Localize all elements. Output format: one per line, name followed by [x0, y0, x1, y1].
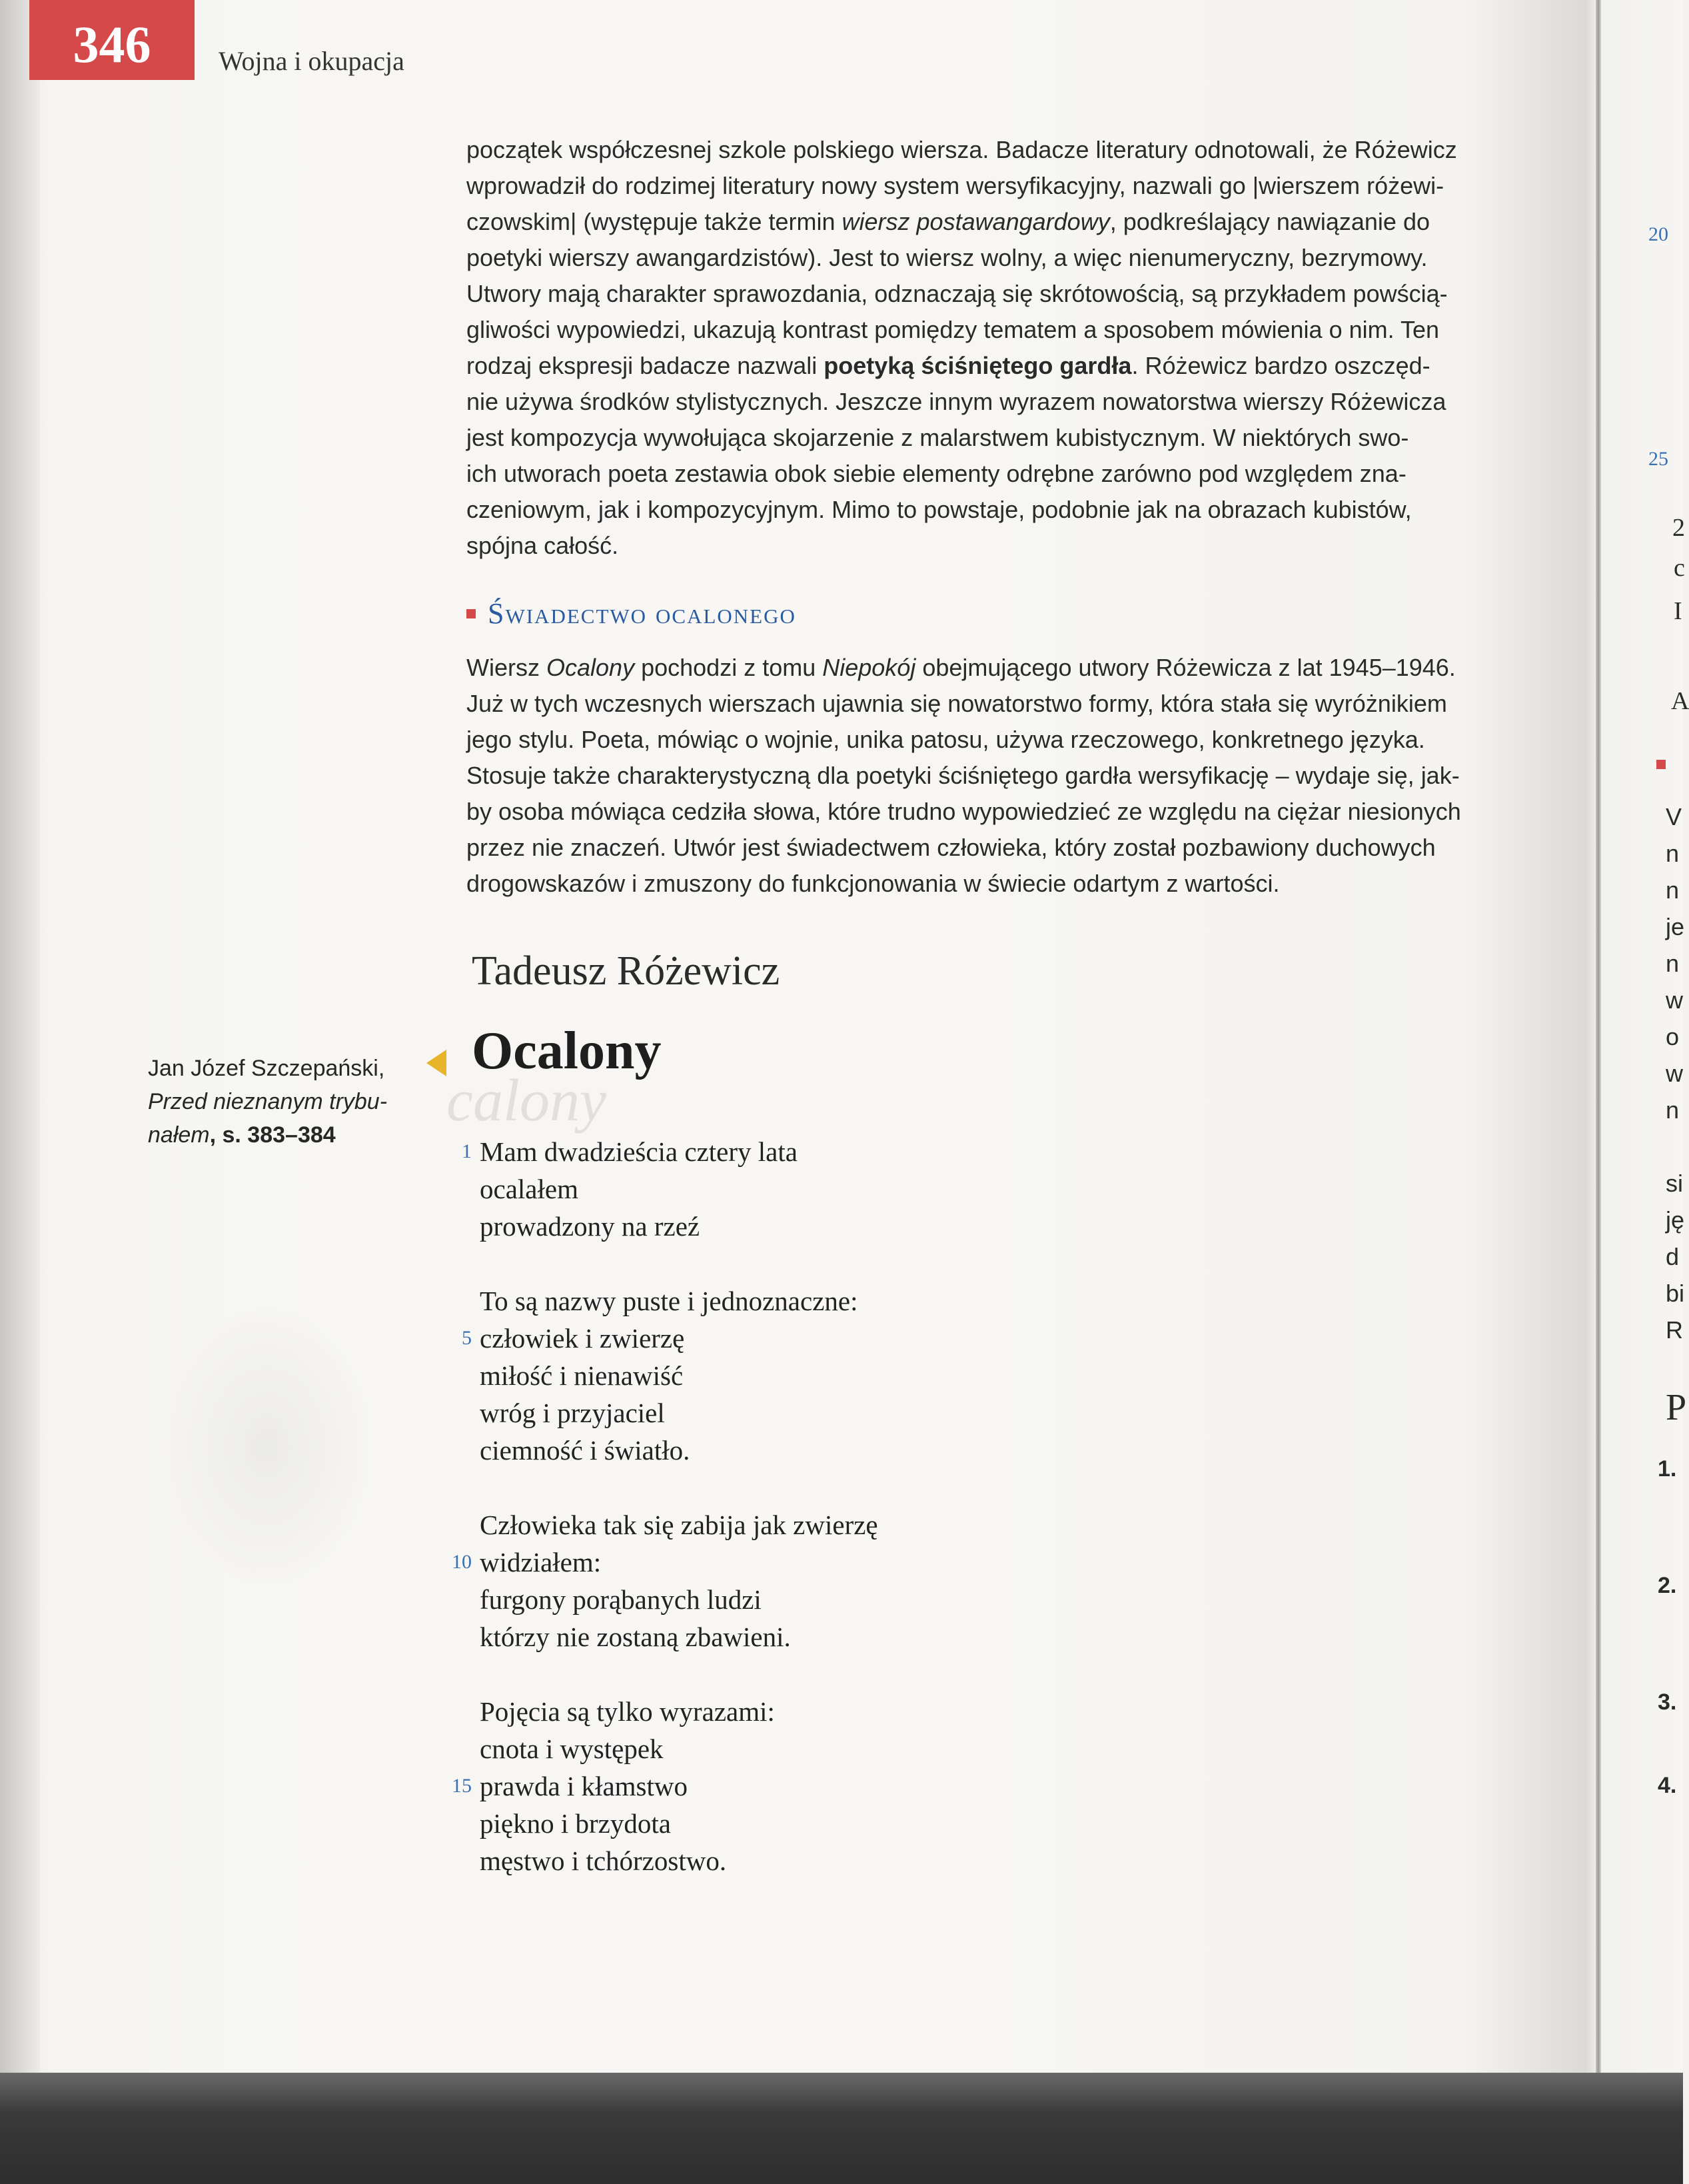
text-line: wprowadził do rodzimej literatury nowy system wersyfikacyjny, nazwali go |wierszem różewi-: [466, 172, 1444, 199]
book-gutter: [1596, 0, 1601, 2079]
poem-verse: [426, 1842, 878, 1879]
reference-author: Jan Józef Szczepański,: [148, 1056, 385, 1081]
verse-number: 1: [462, 1140, 472, 1162]
text-line: Stosuje także charakterystyczną dla poetyki ściśniętego gardła wersyfikację – wydaje się, jak-: [466, 762, 1460, 789]
square-bullet-icon: [466, 609, 476, 618]
verse-number: [426, 1506, 480, 1544]
intro-paragraph: [466, 132, 1502, 564]
scanner-shadow: [0, 2073, 1683, 2184]
poem-verse: [426, 1282, 878, 1320]
page-edge: [0, 0, 40, 2079]
poem-verse: [426, 1618, 878, 1655]
square-bullet-icon: [1656, 760, 1666, 769]
section-paragraph: [466, 650, 1502, 902]
verse-number: [426, 1730, 480, 1767]
verse-text: miłość i nienawiść: [480, 1360, 684, 1391]
verse-number: [426, 1282, 480, 1320]
verse-text: ciemność i światło.: [480, 1435, 690, 1466]
text-line: nie używa środków stylistycznych. Jeszcze innym wyrazem nowatorstwa wierszy Różewicza: [466, 388, 1446, 415]
text-line: by osoba mówiąca cedziła słowa, które trudno wypowiedzieć ze względu na ciężar niesionych: [466, 798, 1461, 825]
poem-verse: [426, 1730, 878, 1767]
verse-number: [426, 1581, 480, 1618]
poem-verse: [426, 1432, 878, 1469]
text-line: spójna całość.: [466, 532, 619, 559]
verse-text: męstwo i tchórzostwo.: [480, 1845, 727, 1876]
verse-number: 5: [462, 1327, 472, 1349]
verse-text: piękno i brzydota: [480, 1808, 671, 1839]
question-number: 1.: [1658, 1456, 1677, 1482]
poem-verse: [426, 1581, 878, 1618]
text-fragment: w: [1666, 986, 1683, 1014]
page-number-badge: [29, 0, 195, 80]
poem-verse: [426, 1506, 878, 1544]
poem-verse: [426, 1320, 878, 1357]
text-line: rodzaj ekspresji badacze nazwali poetyką ściśniętego gardła. Różewicz bardzo oszczęd-: [466, 352, 1430, 379]
text-fragment: A: [1671, 687, 1689, 715]
poem-verse: [426, 1133, 878, 1170]
verse-number: [426, 1432, 480, 1469]
text-fragment: n: [1666, 876, 1680, 904]
poem-title: Ocalony: [472, 1022, 662, 1080]
text-fragment: R: [1666, 1316, 1683, 1344]
verse-text: Człowieka tak się zabija jak zwierzę: [480, 1510, 878, 1540]
text-fragment: n: [1666, 840, 1680, 867]
question-number: 4.: [1658, 1773, 1677, 1798]
poem-author: Tadeusz Różewicz: [472, 948, 780, 994]
question-number: 2.: [1658, 1573, 1677, 1598]
section-heading: [466, 596, 796, 630]
text-line: jego stylu. Poeta, mówiąc o wojnie, unika patosu, używa rzeczowego, konkretnego języka.: [466, 726, 1425, 753]
verse-text: furgony porąbanych ludzi: [480, 1584, 762, 1615]
verse-number: [426, 1394, 480, 1432]
poem-text: [426, 1133, 878, 1879]
verse-text: którzy nie zostaną zbawieni.: [480, 1622, 791, 1652]
text-fragment: n: [1666, 1096, 1680, 1124]
text-line: poetyki wierszy awangardzistów). Jest to wiersz wolny, a więc nienumeryczny, bezrymowy.: [466, 244, 1428, 271]
verse-text: ocalałem: [480, 1174, 578, 1204]
text-fragment: je: [1666, 913, 1685, 940]
text-line: gliwości wypowiedzi, ukazują kontrast pomiędzy tematem a sposobem mówienia o nim. Ten: [466, 316, 1440, 343]
text-line: czowskim| (występuje także termin wiersz postawangardowy, podkreślający nawiązanie do: [466, 208, 1430, 235]
verse-number: [426, 1618, 480, 1655]
title-watermark: calony: [446, 1068, 606, 1134]
text-fragment: n: [1666, 950, 1680, 977]
verse-number: [426, 1805, 480, 1842]
question-number: 3.: [1658, 1689, 1677, 1715]
verse-number: [426, 1357, 480, 1394]
text-fragment: w: [1666, 1060, 1683, 1087]
text-fragment: 2: [1672, 514, 1685, 542]
text-line: jest kompozycja wywołująca skojarzenie z malarstwem kubistycznym. W niektórych swo-: [466, 424, 1409, 451]
text-fragment: ję: [1666, 1206, 1685, 1234]
poem-verse: [426, 1805, 878, 1842]
text-line: początek współczesnej szkole polskiego wiersza. Badacze literatury odnotowali, że Różewicz: [466, 136, 1457, 163]
text-line: Wiersz Ocalony pochodzi z tomu Niepokój obejmującego utwory Różewicza z lat 1945–1946.: [466, 654, 1456, 681]
text-fragment: P: [1666, 1387, 1687, 1428]
verse-number: 10: [452, 1551, 472, 1573]
faded-illustration: [160, 1306, 373, 1586]
verse-text: Pojęcia są tylko wyrazami:: [480, 1696, 775, 1727]
poem-verse: [426, 1693, 878, 1730]
page-number: 346: [73, 15, 151, 73]
text-fragment: bi: [1666, 1280, 1685, 1307]
text-fragment: I: [1674, 597, 1682, 625]
verse-number: 15: [452, 1775, 472, 1797]
verse-number: [426, 1170, 480, 1208]
text-line: drogowskazów i zmuszony do funkcjonowania w świecie odartym z wartości.: [466, 870, 1280, 897]
poem-verse: [426, 1357, 878, 1394]
cross-reference-arrow-icon: [426, 1050, 446, 1076]
reference-title-line2: nałem: [148, 1122, 210, 1148]
poem-verse: [426, 1767, 878, 1805]
poem-verse: [426, 1544, 878, 1581]
text-line: ich utworach poeta zestawia obok siebie elementy odrębne zarówno pod względem zna-: [466, 460, 1407, 487]
verse-text: widziałem:: [480, 1547, 602, 1578]
reference-pages: , s. 383–384: [209, 1122, 336, 1148]
poem-verse: [426, 1208, 878, 1245]
text-line: Już w tych wczesnych wierszach ujawnia się nowatorstwo formy, która stała się wyróżnikiem: [466, 690, 1447, 717]
verse-number: [426, 1208, 480, 1245]
verse-text: człowiek i zwierzę: [480, 1323, 685, 1354]
verse-text: prawda i kłamstwo: [480, 1771, 688, 1801]
line-number: 20: [1648, 223, 1668, 245]
line-number: 25: [1648, 448, 1668, 470]
text-line: przez nie znaczeń. Utwór jest świadectwem człowieka, który został pozbawiony duchowych: [466, 834, 1436, 861]
cross-reference-note: [148, 1052, 401, 1152]
text-fragment: si: [1666, 1170, 1683, 1197]
verse-text: To są nazwy puste i jednoznaczne:: [480, 1286, 858, 1316]
text-fragment: V: [1666, 803, 1682, 830]
verse-text: wróg i przyjaciel: [480, 1398, 665, 1428]
verse-number: [426, 1693, 480, 1730]
text-fragment: c: [1674, 554, 1685, 582]
verse-number: [426, 1842, 480, 1879]
verse-text: prowadzony na rzeź: [480, 1211, 700, 1242]
text-line: czeniowym, jak i kompozycyjnym. Mimo to powstaje, podobnie jak na obrazach kubistów,: [466, 496, 1412, 523]
poem-verse: [426, 1394, 878, 1432]
section-title: Świadectwo ocalonego: [488, 597, 796, 630]
verse-text: Mam dwadzieścia cztery lata: [480, 1136, 798, 1167]
reference-title-line1: Przed nieznanym trybu-: [148, 1089, 388, 1114]
text-fragment: o: [1666, 1023, 1680, 1050]
text-line: Utwory mają charakter sprawozdania, odznaczają się skrótowością, są przykładem powścią-: [466, 280, 1448, 307]
running-head: Wojna i okupacja: [219, 46, 404, 76]
text-fragment: d: [1666, 1243, 1680, 1270]
poem-verse: [426, 1170, 878, 1208]
verse-text: cnota i występek: [480, 1733, 664, 1764]
